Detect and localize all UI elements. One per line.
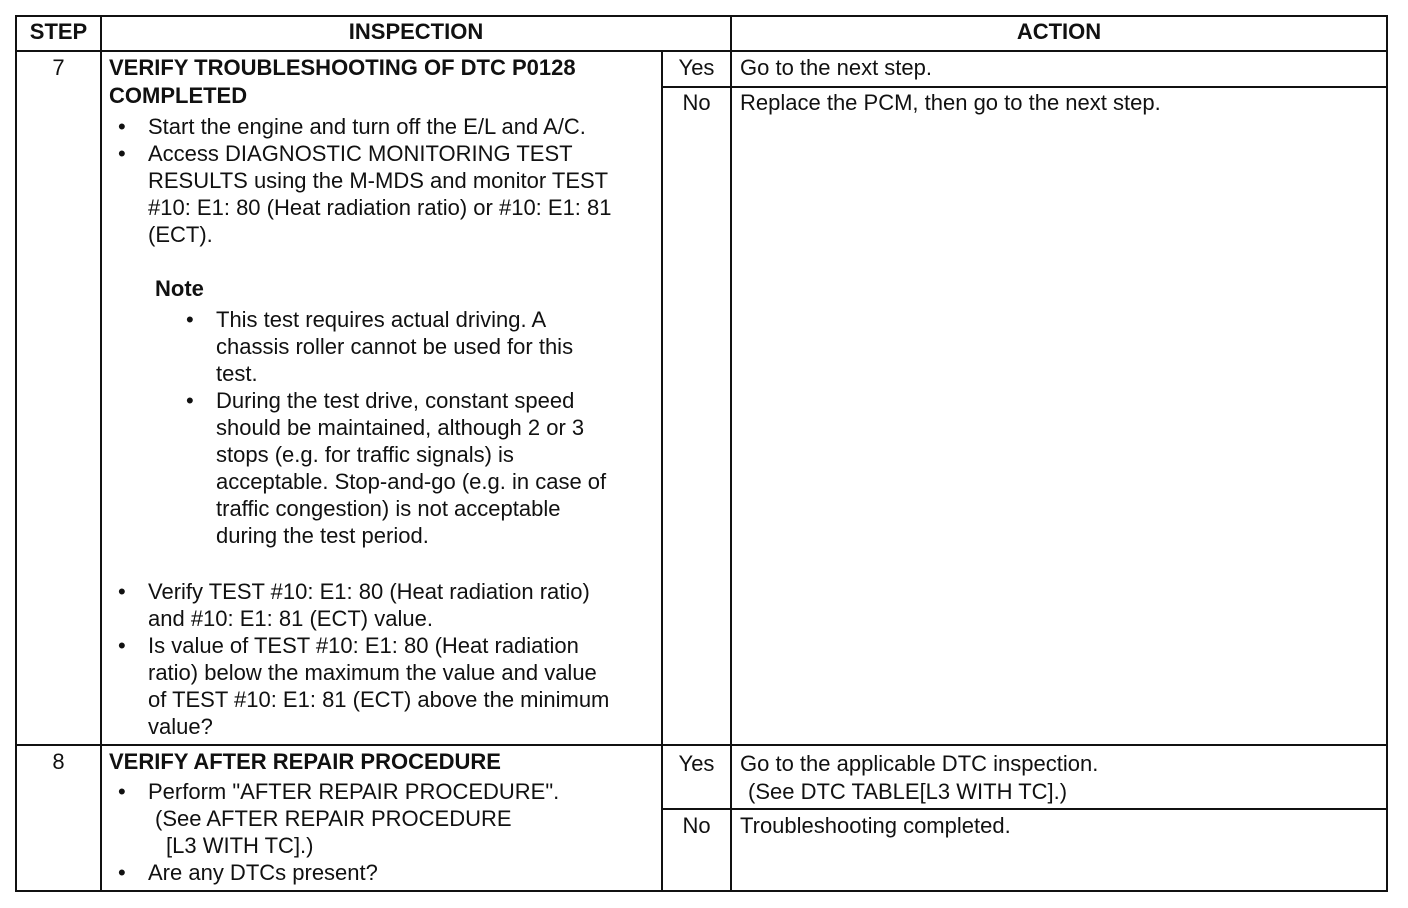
step8-yes-no-divider xyxy=(661,808,1388,810)
step7-yes-label: Yes xyxy=(678,55,715,80)
step8-title: VERIFY AFTER REPAIR PROCEDURE xyxy=(109,749,501,774)
step7-bullet-start-engine: • Start the engine and turn off the E/L and A/C. xyxy=(148,113,586,140)
step8-yes-label: Yes xyxy=(678,751,715,776)
step7-bullet-access-line2: RESULTS using the M-MDS and monitor TEST xyxy=(148,168,609,193)
step7-note2-line5: traffic congestion) is not acceptable xyxy=(216,496,561,521)
header-inspection: INSPECTION xyxy=(348,19,484,44)
step8-yes-action-line2: (See DTC TABLE[L3 WITH TC].) xyxy=(748,779,1068,804)
step7-bullet-question-line1: • Is value of TEST #10: E1: 80 (Heat radiation xyxy=(148,632,579,659)
step7-title-line2: COMPLETED xyxy=(109,83,248,108)
step7-bullet-question-line4: value? xyxy=(148,714,213,739)
step7-note2-line3: stops (e.g. for traffic signals) is xyxy=(216,442,514,467)
step8-number: 8 xyxy=(52,749,65,774)
step7-bullet-access-line4: (ECT). xyxy=(148,222,213,247)
step8-see-line2: [L3 WITH TC].) xyxy=(166,833,314,858)
step7-note1-line2: chassis roller cannot be used for this xyxy=(216,334,574,359)
row-divider-step8 xyxy=(15,744,1388,746)
step7-note2-line2: should be maintained, although 2 or 3 xyxy=(216,415,585,440)
step7-bullet-verify-line1: • Verify TEST #10: E1: 80 (Heat radiation ratio) xyxy=(148,578,590,605)
step7-note1-line3: test. xyxy=(216,361,258,386)
step7-bullet-question-line3: of TEST #10: E1: 81 (ECT) above the minimum xyxy=(148,687,610,712)
step7-bullet-question-line2: ratio) below the maximum the value and value xyxy=(148,660,597,685)
step7-no-label: No xyxy=(682,90,711,115)
step7-note-label: Note xyxy=(155,276,204,301)
header-divider xyxy=(15,50,1388,52)
step8-see-line1: (See AFTER REPAIR PROCEDURE xyxy=(155,806,512,831)
step8-bullet-perform: • Perform "AFTER REPAIR PROCEDURE". xyxy=(148,778,559,805)
step8-no-action: Troubleshooting completed. xyxy=(740,813,1011,838)
step7-title-line1: VERIFY TROUBLESHOOTING OF DTC P0128 xyxy=(109,55,576,80)
step8-no-label: No xyxy=(682,813,711,838)
step7-note1-line1: • This test requires actual driving. A xyxy=(216,306,546,333)
step7-number: 7 xyxy=(52,55,65,80)
step8-yes-action-line1: Go to the applicable DTC inspection. xyxy=(740,751,1099,776)
step8-bullet-question: • Are any DTCs present? xyxy=(148,859,378,886)
step7-yes-action: Go to the next step. xyxy=(740,55,933,80)
step7-bullet-verify-line2: and #10: E1: 81 (ECT) value. xyxy=(148,606,433,631)
step7-note2-line1: • During the test drive, constant speed xyxy=(216,387,574,414)
step7-bullet-access-line3: #10: E1: 80 (Heat radiation ratio) or #10: E1: 81 xyxy=(148,195,612,220)
header-step: STEP xyxy=(29,19,88,44)
col-divider-action xyxy=(730,15,732,892)
header-action: ACTION xyxy=(1016,19,1102,44)
step7-yes-no-divider xyxy=(661,86,1388,88)
step7-no-action: Replace the PCM, then go to the next step. xyxy=(740,90,1161,115)
step7-note2-line4: acceptable. Stop-and-go (e.g. in case of xyxy=(216,469,607,494)
step7-bullet-access-line1: • Access DIAGNOSTIC MONITORING TEST xyxy=(148,140,573,167)
col-divider-step xyxy=(100,15,102,892)
step7-note2-line6: during the test period. xyxy=(216,523,429,548)
